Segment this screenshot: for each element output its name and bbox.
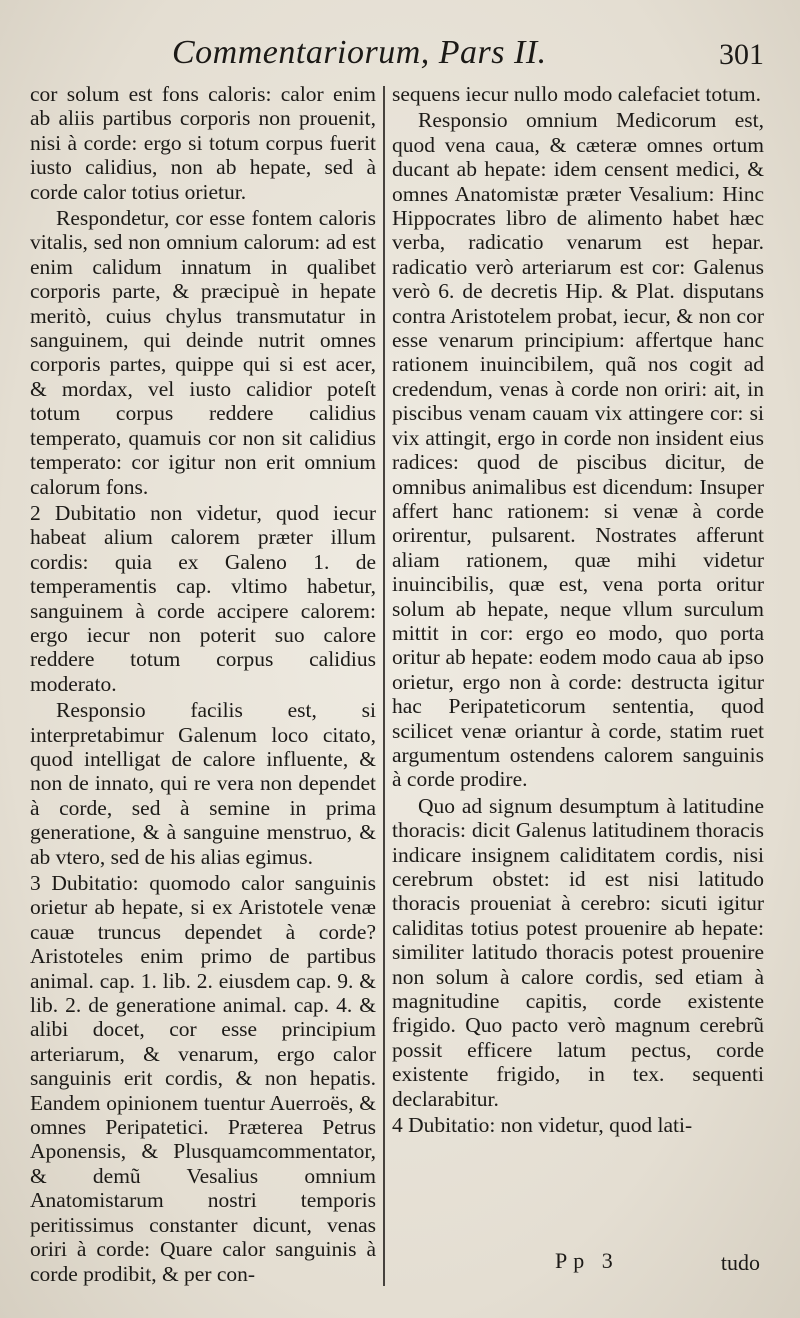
paragraph: Responsio facilis est, si interpretabimur Galenum loco citato, quod intelligat de calore influente, & non de innato, qui re vera non dependet à corde, sed à semine in prima generatione, & à sanguine menstruo, & ab vtero, sed de his alias egimus. bbox=[30, 698, 376, 869]
page-number: 301 bbox=[719, 38, 764, 71]
running-title: Commentariorum, Pars II. bbox=[172, 34, 547, 71]
paragraph: 2 Dubitatio non videtur, quod iecur habeat alium calorem præter illum cordis: quia ex Galeno 1. de temperamentis cap. vltimo habetur, sanguinem à corde accipere calorem: ergo iecur non poterit suo calore reddere totum corpus calidius moderato. bbox=[30, 500, 376, 696]
right-column bbox=[392, 82, 764, 1139]
paragraph: sequens iecur nullo modo calefaciet totum. bbox=[392, 82, 761, 106]
paragraph: Responsio omnium Medicorum est, quod vena caua, & cæteræ omnes ortum ducant ab hepate: idem censent medici, & omnes Anatomistæ præter Vesalium: Hinc Hippocrates libro de alimento habet hæc verba, radicatio venarum est hepar. radicatio verò arteriarum est cor: Galenus verò 6. de decretis Hip. & Plat. disputans contra Aristotelem probat, iecur, & non cor esse venarum principium: affertque hanc rationem inuincibilem, quã nos cogit ad credendum, venas à corde non oriri: ait, in piscibus venam cauam vix attingere cor: si vix attingit, ergo in corde non insident eius radices: quod de piscibus dicitur, de omnibus animalibus est dicendum: Insuper affert hanc rationem: si venæ à corde orirentur, pulsarent. Nostrates afferunt aliam rationem, quæ mihi videtur inuincibilis, quæ est, vena porta oritur solum ab hepate, neque vllum surculum mittit in cor: ergo eo modo, quo porta oritur ab hepate: eodem modo caua ab ipso orietur, ergo non à corde: destructa igitur hac Peripateticorum sententia, quod scilicet venæ oriantur à corde, statim ruet argumentum ostendens calorem sanguinis à corde prodire. bbox=[392, 108, 764, 792]
catchword: tudo bbox=[720, 1250, 760, 1275]
left-column bbox=[30, 82, 376, 1288]
paragraph: Respondetur, cor esse fontem caloris vitalis, sed non omnium calorum: ad est enim calidum innatum in qualibet corporis parte, & præcipuè in hepate meritò, cuius chylus transmutatur in sanguinem, qui deinde nutrit omnes corporis partes, quippe qui si est acer, & mordax, vel iusto calidior poteſt totum corpus reddere calidius temperato, quamuis cor non sit calidius temperato: cor igitur non erit omnium calorum fons. bbox=[30, 206, 376, 499]
paragraph: Quo ad signum desumptum à latitudine thoracis: dicit Galenus latitudinem thoracis indicare insignem caliditatem cordis, nisi cerebrum obstet: id est nisi latitudo thoracis proueniat à cerebro: sicuti igitur caliditas totius potest prouenire ab hepate: similiter latitudo thoracis potest prouenire non solum à calore cordis, sed etiam à magnitudine capitis, corde existente frigido. Quo pacto verò magnum cerebrũ possit efficere latum pectus, corde existente frigido, in tex. sequenti declarabitur. bbox=[392, 793, 764, 1111]
signature-mark: Pp 3 bbox=[555, 1248, 619, 1273]
running-head bbox=[0, 28, 800, 80]
paragraph: cor solum est fons caloris: calor enim ab aliis partibus corporis non prouenit, nisi à corde: ergo si totum corpus fuerit iusto calidius, non ab hepate, sed à corde calor totius orietur. bbox=[30, 82, 376, 204]
paragraph: 4 Dubitatio: non videtur, quod lati- bbox=[392, 1113, 693, 1138]
column-divider bbox=[383, 86, 385, 1286]
paragraph: 3 Dubitatio: quomodo calor sanguinis orietur ab hepate, si ex Aristotele venæ cauæ truncus dependet à corde? Aristoteles enim primo de partibus animal. cap. 1. lib. 2. eiusdem cap. 9. & lib. 2. de generatione animal. cap. 4. & alibi docet, cor esse principium arteriarum, & venarum, ergo calor sanguinis erit cordis, & non hepatis. Eandem opinionem tuentur Auerroës, & omnes Peripatetici. Præterea Petrus Aponensis, & Plusquamcommentator, & demũ Vesalius omnium Anatomistarum nostri temporis peritissimus constanter dicunt, venas oriri à corde: Quare calor sanguinis à corde prodibit, & per con- bbox=[30, 871, 376, 1286]
